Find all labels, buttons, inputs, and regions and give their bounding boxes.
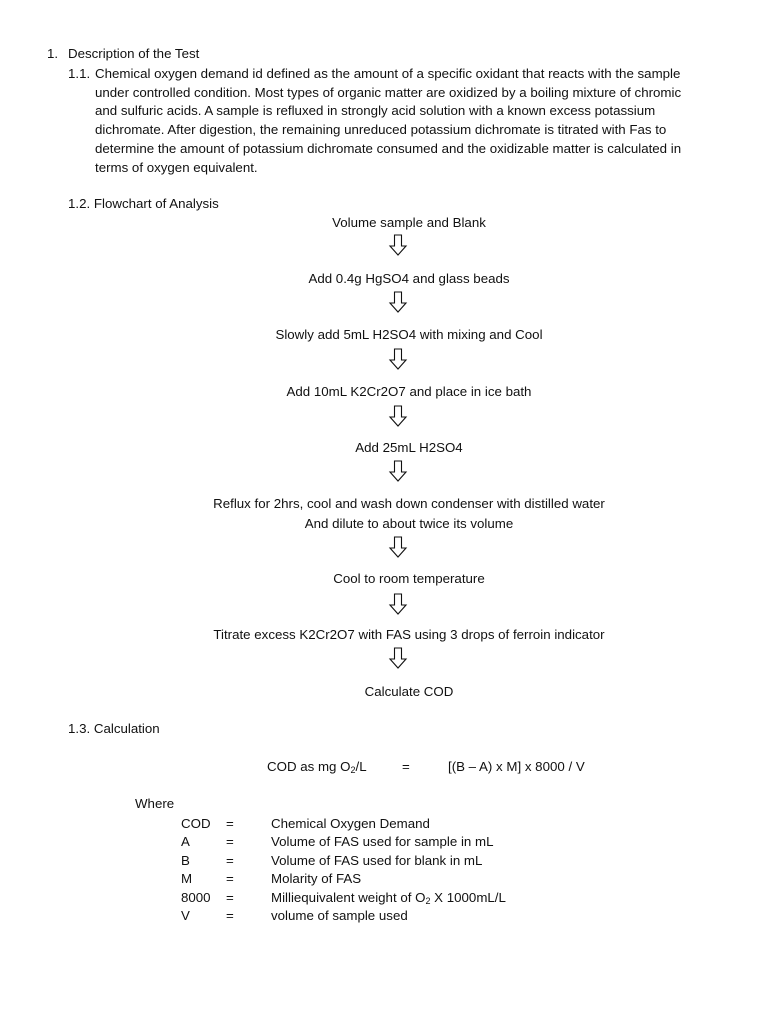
down-arrow-icon (388, 647, 408, 669)
where-label: Where (135, 796, 175, 811)
definition-equals: = (226, 908, 234, 923)
down-arrow-icon (388, 291, 408, 313)
flowchart-step-5: Add 25mL H2SO4 (355, 440, 463, 455)
flowchart-step-7: Cool to room temperature (333, 571, 485, 586)
definition-symbol: B (181, 853, 190, 868)
definition-row (0, 833, 768, 851)
flowchart-step-2: Add 0.4g HgSO4 and glass beads (308, 271, 510, 286)
definition-row (0, 889, 768, 907)
definition-symbol: A (181, 834, 190, 849)
definition-equals: = (226, 890, 234, 905)
formula-rhs: [(B – A) x M] x 8000 / V (448, 759, 585, 774)
definition-symbol: COD (181, 816, 211, 831)
paragraph-line: and sulfuric acids. A sample is refluxed in strongly acid solution with a known excess potassium (95, 103, 656, 119)
definition-description-suffix: X 1000mL/L (430, 890, 506, 905)
flowchart-heading: 1.2. Flowchart of Analysis (68, 196, 219, 211)
section-title: Description of the Test (68, 46, 200, 61)
paragraph-line: terms of oxygen equivalent. (95, 159, 258, 175)
section-number: 1. (47, 46, 59, 61)
definition-row (0, 852, 768, 870)
down-arrow-icon (388, 348, 408, 370)
subsection-number-1-1: 1.1. (68, 66, 91, 81)
definition-equals: = (226, 871, 234, 886)
definition-equals: = (226, 834, 234, 849)
flowchart-step-8: Titrate excess K2Cr2O7 with FAS using 3 drops of ferroin indicator (213, 627, 605, 642)
down-arrow-icon (388, 405, 408, 427)
definition-row (0, 907, 768, 925)
definition-description: Volume of FAS used for sample in mL (271, 834, 494, 849)
definition-description-subscript: 2 (425, 896, 431, 906)
definition-description: Molarity of FAS (271, 871, 362, 886)
paragraph-line: under controlled condition. Most types of organic matter are oxidized by a boiling mixture of chromic (95, 84, 682, 100)
definition-symbol: V (181, 908, 190, 923)
definition-description: Volume of FAS used for blank in mL (271, 853, 483, 868)
paragraph-line: Chemical oxygen demand id defined as the amount of a specific oxidant that reacts with the sample (95, 66, 681, 81)
down-arrow-icon (388, 593, 408, 615)
definition-description: Chemical Oxygen Demand (271, 816, 430, 831)
formula-lhs-prefix: COD as mg O (267, 759, 351, 774)
flowchart-step-6-continued: And dilute to about twice its volume (304, 516, 514, 531)
definition-equals: = (226, 816, 234, 831)
formula-equals: = (402, 759, 410, 774)
down-arrow-icon (388, 536, 408, 558)
description-paragraph (95, 65, 715, 177)
calculation-heading: 1.3. Calculation (68, 721, 160, 736)
definition-row (0, 815, 768, 833)
down-arrow-icon (388, 234, 408, 256)
paragraph-line: determine the amount of potassium dichromate consumed and the oxidizable matter is calculated in (95, 140, 682, 156)
definition-symbol: 8000 (181, 890, 211, 905)
definition-description: volume of sample used (271, 908, 408, 923)
definition-description-prefix: Milliequivalent weight of O (271, 890, 426, 905)
flowchart-step-9: Calculate COD (364, 684, 454, 699)
formula-lhs-suffix: /L (355, 759, 367, 774)
flowchart-step-1: Volume sample and Blank (332, 215, 486, 230)
definition-row (0, 870, 768, 888)
formula-lhs (267, 758, 367, 779)
flowchart-step-3: Slowly add 5mL H2SO4 with mixing and Cool (275, 327, 543, 342)
down-arrow-icon (388, 460, 408, 482)
paragraph-line: dichromate. After digestion, the remaining unreduced potassium dichromate is titrated with Fas to (95, 122, 667, 138)
flowchart-step-4: Add 10mL K2Cr2O7 and place in ice bath (286, 384, 532, 399)
definition-symbol: M (181, 871, 193, 886)
definition-equals: = (226, 853, 234, 868)
formula-lhs-subscript: 2 (350, 765, 356, 775)
flowchart-step-6: Reflux for 2hrs, cool and wash down condenser with distilled water (213, 496, 605, 511)
